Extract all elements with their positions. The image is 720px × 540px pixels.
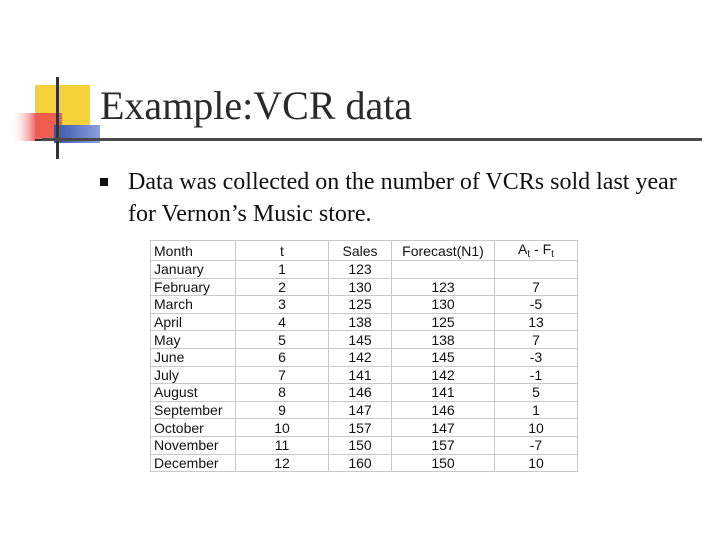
bullet-text: Data was collected on the number of VCRs sold last year for Vernon’s Music store.: [128, 169, 677, 227]
cell-t: 11: [236, 436, 329, 454]
cell-month: December: [151, 454, 236, 472]
cell-error: [495, 261, 578, 279]
table-row: [151, 261, 578, 279]
cell-t: 6: [236, 348, 329, 366]
cell-t: 4: [236, 313, 329, 331]
cell-forecast: [392, 261, 495, 279]
table-body: [151, 261, 578, 472]
table-row: [151, 384, 578, 402]
square-bullet-icon: [100, 178, 108, 186]
cell-t: 9: [236, 401, 329, 419]
cell-error: 7: [495, 331, 578, 349]
cell-forecast: 157: [392, 436, 495, 454]
cell-forecast: 138: [392, 331, 495, 349]
cell-sales: 123: [329, 261, 392, 279]
title-rule: [42, 138, 702, 141]
cell-t: 3: [236, 296, 329, 314]
table-row: [151, 278, 578, 296]
cell-error: -7: [495, 436, 578, 454]
header-error: [495, 241, 578, 261]
cell-sales: 146: [329, 384, 392, 402]
cell-t: 2: [236, 278, 329, 296]
header-t: t: [236, 241, 329, 261]
cell-month: June: [151, 348, 236, 366]
cell-error: 10: [495, 419, 578, 437]
cell-forecast: 142: [392, 366, 495, 384]
cell-month: March: [151, 296, 236, 314]
cell-month: May: [151, 331, 236, 349]
cell-month: July: [151, 366, 236, 384]
cell-forecast: 130: [392, 296, 495, 314]
table-row: [151, 366, 578, 384]
table-row: [151, 313, 578, 331]
table-header-row: [151, 241, 578, 261]
header-error-a: A: [518, 241, 528, 257]
cell-month: September: [151, 401, 236, 419]
cell-month: January: [151, 261, 236, 279]
header-sales: Sales: [329, 241, 392, 261]
cell-error: -3: [495, 348, 578, 366]
cell-t: 1: [236, 261, 329, 279]
cell-month: August: [151, 384, 236, 402]
cell-forecast: 145: [392, 348, 495, 366]
table-row: [151, 401, 578, 419]
vcr-data-table: [150, 240, 578, 472]
cell-forecast: 147: [392, 419, 495, 437]
cell-forecast: 141: [392, 384, 495, 402]
cell-forecast: 123: [392, 278, 495, 296]
table-row: [151, 331, 578, 349]
header-forecast: Forecast(N1): [392, 241, 495, 261]
cell-sales: 157: [329, 419, 392, 437]
table-row: [151, 436, 578, 454]
cell-month: November: [151, 436, 236, 454]
cell-error: 10: [495, 454, 578, 472]
cell-sales: 145: [329, 331, 392, 349]
cell-month: February: [151, 278, 236, 296]
table-row: [151, 348, 578, 366]
cell-sales: 130: [329, 278, 392, 296]
cell-error: 13: [495, 313, 578, 331]
cell-error: 1: [495, 401, 578, 419]
header-error-mid: - F: [530, 241, 552, 257]
cell-t: 12: [236, 454, 329, 472]
cell-month: April: [151, 313, 236, 331]
cell-sales: 160: [329, 454, 392, 472]
table-row: [151, 454, 578, 472]
slide-title: Example:VCR data: [100, 83, 413, 128]
table-row: [151, 419, 578, 437]
cell-error: 7: [495, 278, 578, 296]
cell-forecast: 125: [392, 313, 495, 331]
cell-t: 7: [236, 366, 329, 384]
cell-error: -5: [495, 296, 578, 314]
table-row: [151, 296, 578, 314]
cell-sales: 142: [329, 348, 392, 366]
cell-sales: 125: [329, 296, 392, 314]
cell-error: -1: [495, 366, 578, 384]
cell-forecast: 150: [392, 454, 495, 472]
cell-sales: 150: [329, 436, 392, 454]
cell-t: 8: [236, 384, 329, 402]
cell-sales: 141: [329, 366, 392, 384]
cell-t: 10: [236, 419, 329, 437]
cell-sales: 147: [329, 401, 392, 419]
cell-error: 5: [495, 384, 578, 402]
header-error-a-sub: t: [527, 249, 531, 260]
header-month: Month: [151, 241, 236, 261]
header-error-f-sub: t: [551, 249, 554, 260]
cell-forecast: 146: [392, 401, 495, 419]
cell-sales: 138: [329, 313, 392, 331]
cell-t: 5: [236, 331, 329, 349]
cell-month: October: [151, 419, 236, 437]
